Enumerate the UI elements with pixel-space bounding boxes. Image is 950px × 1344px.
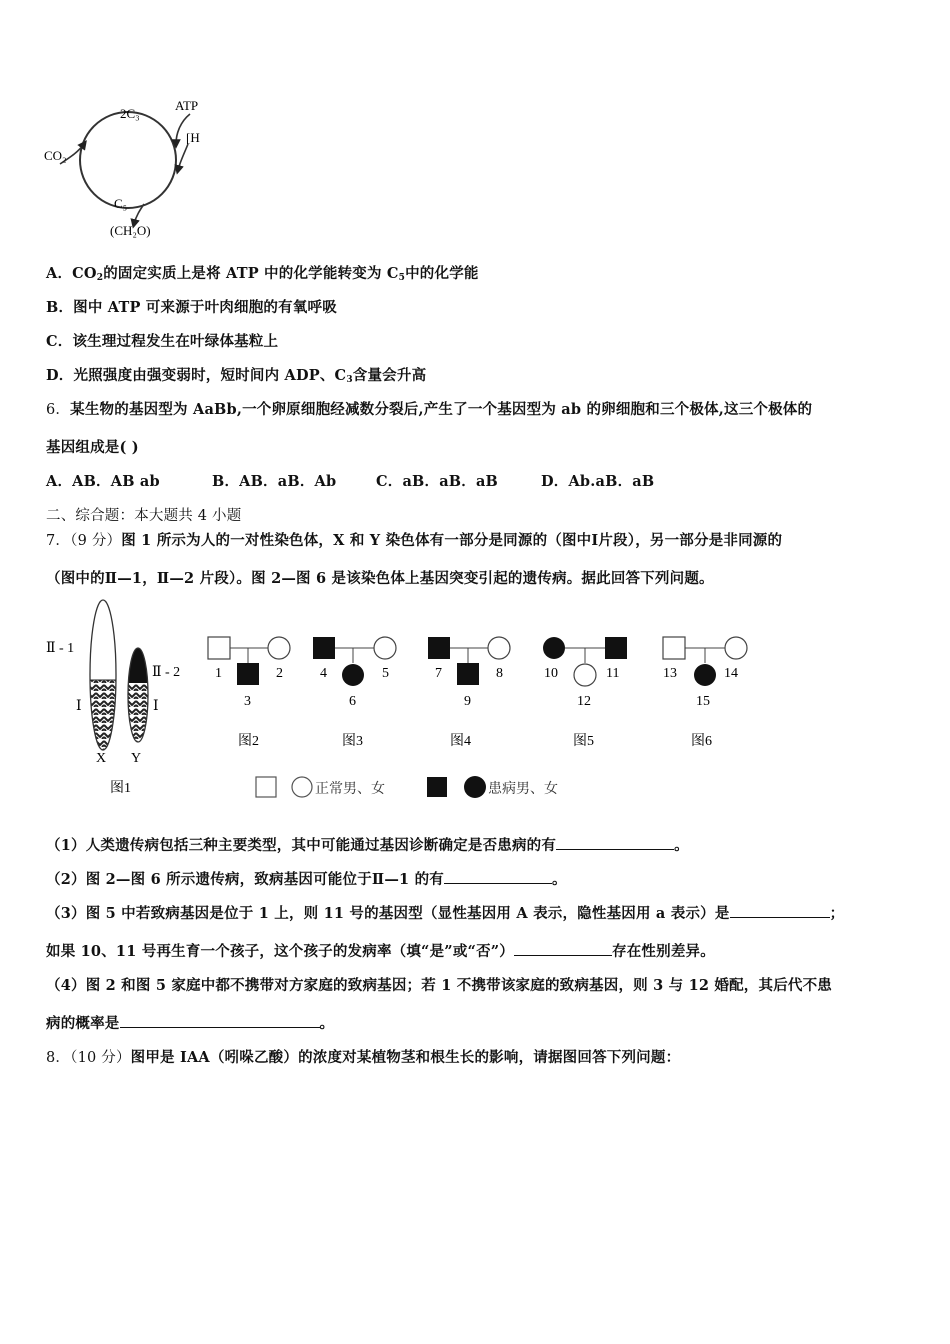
legend-normal: 正常男、女 (315, 782, 385, 797)
svg-text:12: 12 (577, 694, 591, 709)
answer-blank-3b[interactable] (514, 943, 612, 956)
label-i-left: Ⅰ (76, 699, 82, 714)
svg-text:10: 10 (544, 666, 558, 681)
label-ii-2: Ⅱ - 2 (152, 665, 181, 680)
label-i-right: Ⅰ (153, 699, 159, 714)
svg-text:7: 7 (435, 666, 442, 681)
pedigree-legend (256, 776, 558, 798)
atp-label: ATP (175, 98, 199, 113)
pedigree-fig5 (543, 637, 627, 749)
svg-text:5: 5 (382, 666, 389, 681)
pedigree-fig6 (663, 637, 747, 749)
q6-stem-line1: 6．某生物的基因型为 AaBb,一个卵原细胞经减数分裂后,产生了一个基因型为 ab 的卵细胞和三个极体,这三个极体的 (46, 401, 813, 418)
q6-option-d: D．Ab.aB．aB (541, 473, 655, 490)
y-chromosome (126, 645, 150, 745)
svg-text:图3: 图3 (342, 734, 363, 749)
section-2-title: 二、综合题：本大题共 4 小题 (46, 508, 242, 524)
svg-text:图5: 图5 (573, 734, 594, 749)
x-chromosome (88, 600, 118, 755)
q7-sub1: （1）人类遗传病包括三种主要类型，其中可能通过基因诊断确定是否患病的有 。 (46, 837, 689, 854)
svg-text:15: 15 (696, 694, 710, 709)
ch2o-label: (CH₂O) (110, 223, 151, 238)
legend-affected: 患病男、女 (488, 782, 558, 797)
answer-blank-2[interactable] (444, 871, 552, 884)
q6-option-b: B．AB．aB．Ab (212, 473, 337, 490)
svg-text:图2: 图2 (238, 734, 259, 749)
q5-option-b: B．图中 ATP 可来源于叶肉细胞的有氧呼吸 (46, 299, 337, 316)
answer-blank-1[interactable] (556, 837, 674, 850)
label-ii-1: Ⅱ - 1 (46, 641, 75, 656)
svg-text:3: 3 (244, 694, 251, 709)
q6-options (46, 470, 654, 491)
q6-option-c: C．aB．aB．aB (376, 473, 499, 490)
q7-sub2: （2）图 2—图 6 所示遗传病，致病基因可能位于Ⅱ—1 的有 。 (46, 871, 567, 888)
q7-stem-line1: 7．（9 分）图 1 所示为人的一对性染色体，X 和 Y 染色体有一部分是同源的（图中Ⅰ片段），另一部分是非同源的 (46, 532, 783, 549)
fig1-caption: 图1 (110, 781, 131, 796)
q7-sub4-line1: （4）图 2 和图 5 家庭中都不携带对方家庭的致病基因；若 1 不携带该家庭的致病基因，则 3 与 12 婚配，其后代不患 (46, 977, 833, 994)
q5-option-c: C．该生理过程发生在叶绿体基粒上 (46, 333, 279, 350)
q6-option-a: A．AB．AB ab (46, 473, 160, 490)
co2-label: CO₂ (44, 148, 67, 163)
svg-text:图6: 图6 (691, 734, 712, 749)
q7-sub4-line2: 病的概率是 。 (46, 1015, 335, 1032)
label-y: Y (131, 751, 142, 766)
svg-text:8: 8 (496, 666, 503, 681)
svg-text:1: 1 (215, 666, 222, 681)
svg-text:14: 14 (724, 666, 738, 681)
c5-label: C₅ (114, 196, 128, 211)
q5-option-a: A．$CO_2$的固定实质上是将 ATP 中的化学能转变为 $C_5$中的化学能 (46, 265, 479, 283)
answer-blank-3a[interactable] (730, 905, 830, 918)
c3-label: 2C₃ (120, 106, 140, 121)
calvin-cycle-figure (40, 92, 220, 242)
q7-stem-line2: （图中的Ⅱ—1，Ⅱ—2 片段）。图 2—图 6 是该染色体上基因突变引起的遗传病。据此回答下列问题。 (46, 570, 714, 587)
svg-text:2: 2 (276, 666, 283, 681)
pedigree-fig3 (313, 637, 396, 749)
svg-text:4: 4 (320, 666, 327, 681)
q7-sub3-line2: 如果 10、11 号再生育一个孩子，这个孩子的发病率（填“是”或“否”） 存在性别差异。 (46, 943, 715, 960)
svg-text:6: 6 (349, 694, 356, 709)
answer-blank-4[interactable] (120, 1015, 320, 1028)
svg-text:11: 11 (606, 666, 620, 681)
q5-option-d: D．光照强度由强变弱时，短时间内 ADP、$C_3$含量会升高 (46, 367, 427, 385)
nadph-label: [H (186, 130, 200, 145)
pedigree-fig4 (428, 637, 510, 749)
q6-stem-line2: 基因组成是( ) (46, 439, 139, 456)
pedigree-fig2 (208, 637, 290, 749)
q7-figure (40, 595, 760, 810)
q8-stem: 8．（10 分）图甲是 IAA（吲哚乙酸）的浓度对某植物茎和根生长的影响，请据图回答下列问题： (46, 1049, 681, 1066)
svg-text:9: 9 (464, 694, 471, 709)
label-x: X (96, 751, 107, 766)
q7-sub3-line1: （3）图 5 中若致病基因是位于 1 上，则 11 号的基因型（显性基因用 A 表示，隐性基因用 a 表示）是 ； (46, 905, 845, 922)
svg-text:图4: 图4 (450, 734, 471, 749)
svg-text:13: 13 (663, 666, 677, 681)
